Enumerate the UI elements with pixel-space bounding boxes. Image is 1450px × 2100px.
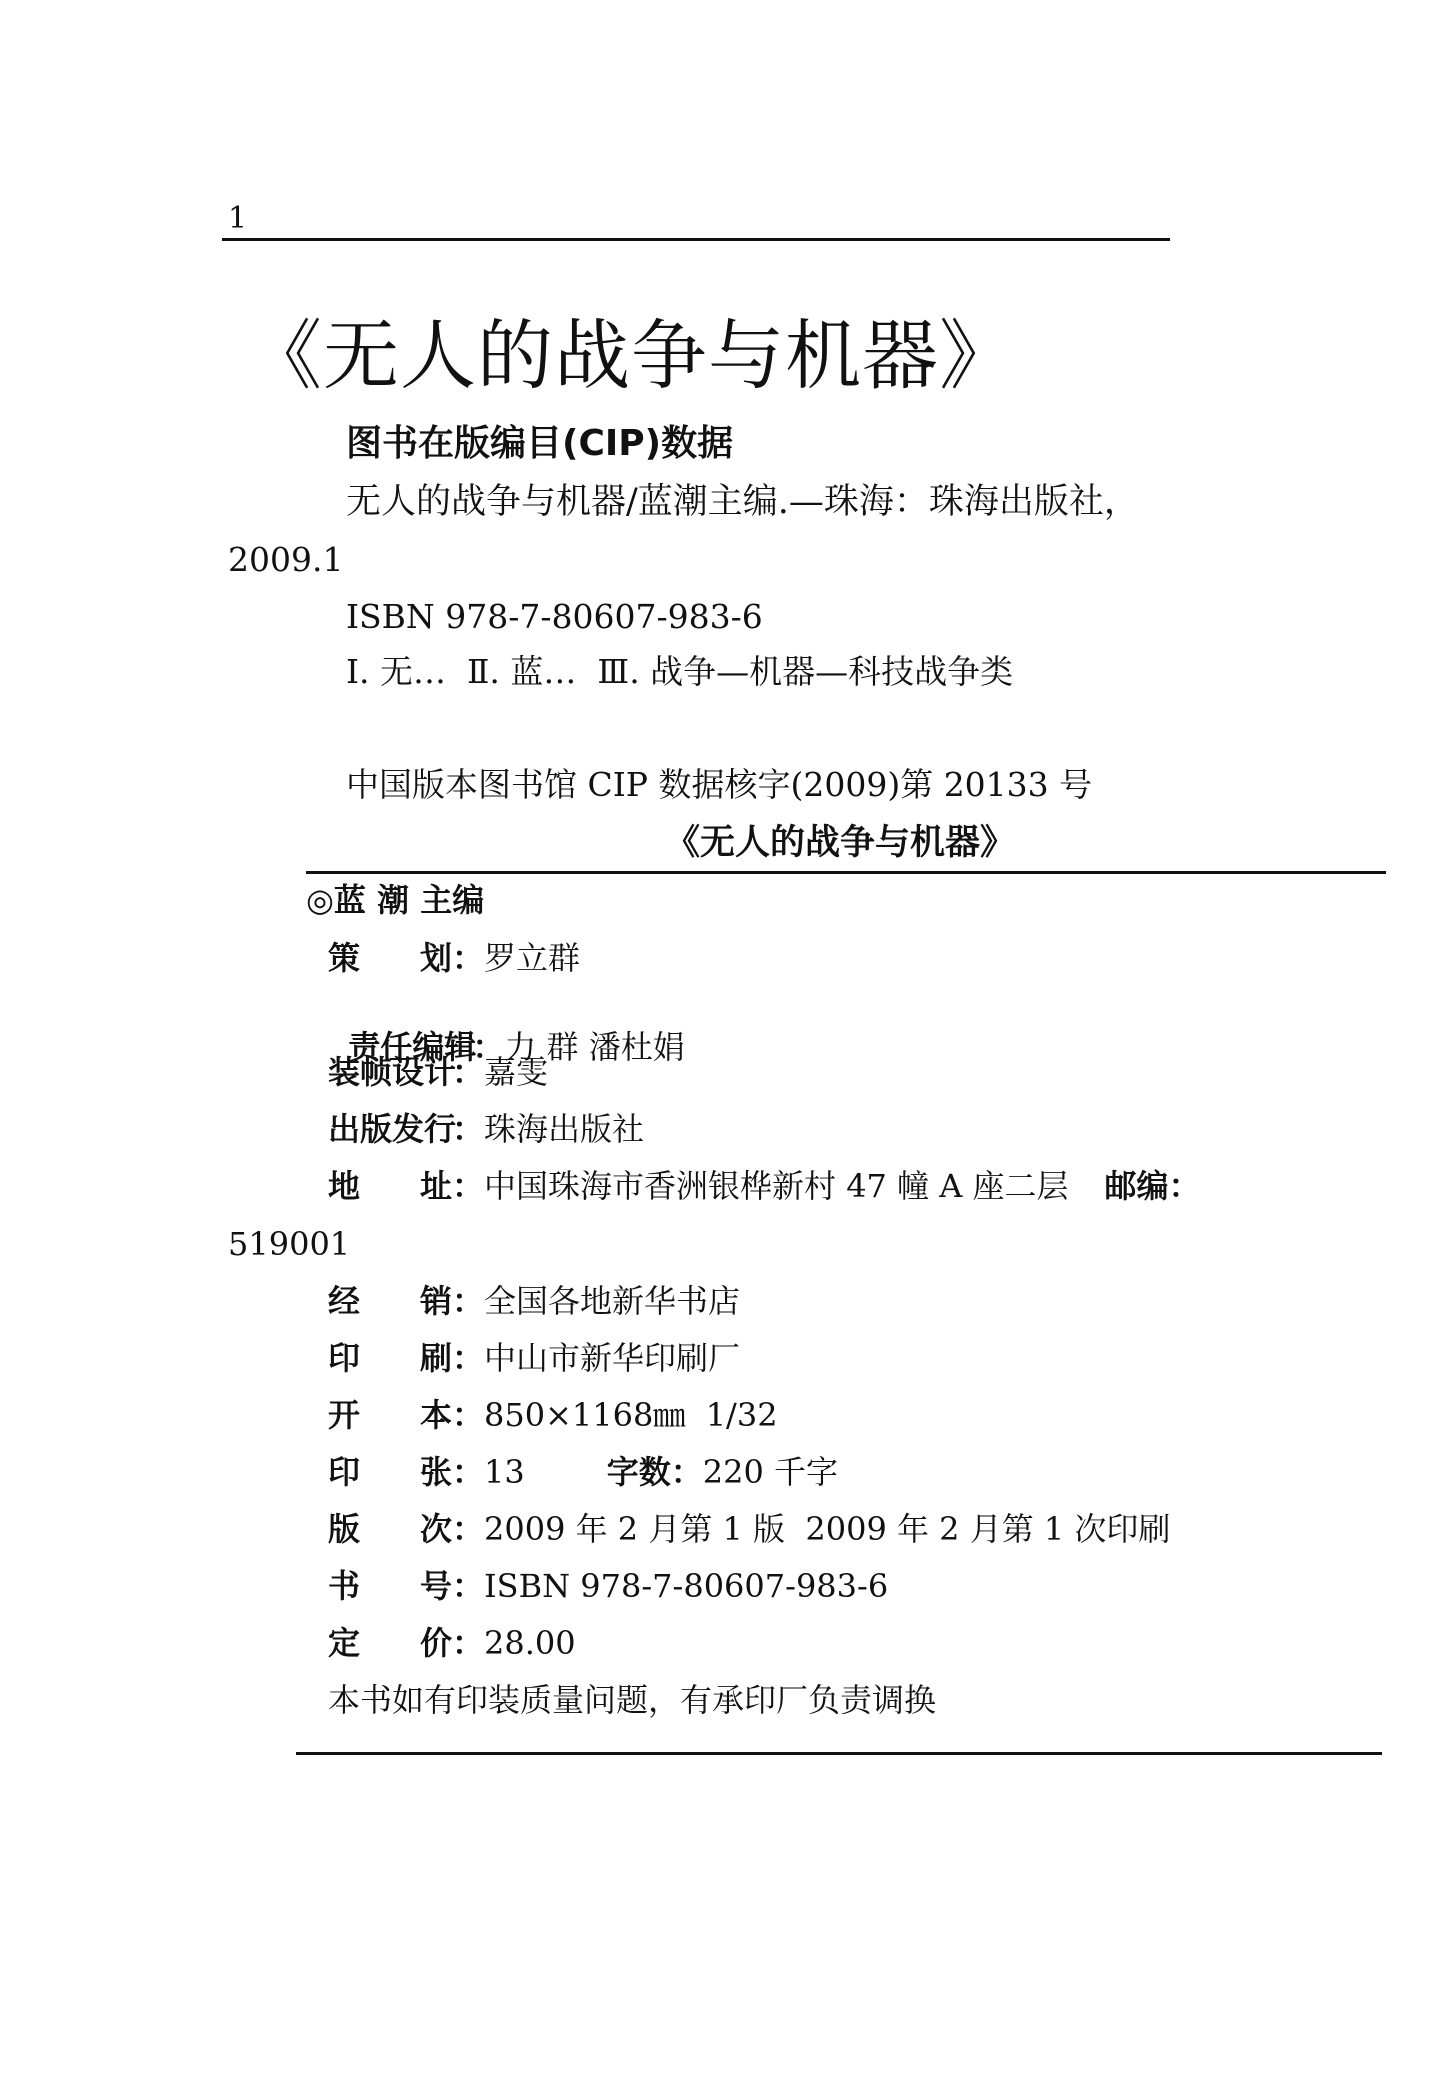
row-value: 2009 年 2 月第 1 版 2009 年 2 月第 1 次印刷 xyxy=(484,1510,1171,1548)
row-label: 经销 xyxy=(328,1282,452,1320)
row-value: ISBN 978-7-80607-983-6 xyxy=(484,1567,889,1605)
colophon-row-editors: 责任编辑：力 群 潘杜娟 xyxy=(348,1028,685,1066)
colophon-editor: ◎蓝 潮 主编 xyxy=(306,881,485,919)
row-value: 罗立群 xyxy=(484,939,581,977)
colophon-row-publisher: 出版发行：珠海出版社 xyxy=(328,1110,645,1148)
colophon-top-rule xyxy=(306,871,1386,874)
cip-classification: Ⅰ. 无… Ⅱ. 蓝… Ⅲ. 战争—机器—科技战争类 xyxy=(346,652,1014,691)
colophon-row-format: 开本：850×1168㎜ 1/32 xyxy=(328,1396,778,1434)
row-label: 版次 xyxy=(328,1510,452,1548)
cip-approval-number: 中国版本图书馆 CIP 数据核字(2009)第 20133 号 xyxy=(346,765,1093,804)
colophon-row-printing: 印刷：中山市新华印刷厂 xyxy=(328,1339,741,1377)
colophon-book-title: 《无人的战争与机器》 xyxy=(665,823,1016,863)
row-value: 珠海出版社 xyxy=(484,1110,645,1148)
word-count-label: 字数： xyxy=(606,1453,703,1491)
cip-record-line: 无人的战争与机器/蓝潮主编.—珠海：珠海出版社， xyxy=(346,482,1139,522)
colophon-row-distribution: 经销：全国各地新华书店 xyxy=(328,1282,741,1320)
cip-record-date: 2009.1 xyxy=(228,540,344,579)
page-number: 1 xyxy=(228,201,248,236)
row-label: 责任编辑 xyxy=(348,1028,477,1066)
row-value: 13 xyxy=(484,1453,525,1491)
cip-heading: 图书在版编目(CIP)数据 xyxy=(346,423,734,464)
book-title: 《无人的战争与机器》 xyxy=(246,311,1016,400)
row-value: 中国珠海市香洲银桦新村 47 幢 A 座二层 xyxy=(484,1167,1069,1205)
cip-isbn: ISBN 978-7-80607-983-6 xyxy=(346,597,763,636)
quality-notice: 本书如有印装质量问题，有承印厂负责调换 xyxy=(328,1681,937,1719)
row-value: 全国各地新华书店 xyxy=(484,1282,741,1320)
colophon-row-edition: 版次：2009 年 2 月第 1 版 2009 年 2 月第 1 次印刷 xyxy=(328,1510,1171,1548)
row-value: 力 群 潘杜娟 xyxy=(504,1028,685,1066)
row-label: 出版发行 xyxy=(328,1110,457,1148)
postcode-value: 519001 xyxy=(228,1225,351,1263)
row-label: 装帧设计 xyxy=(328,1053,457,1091)
row-value: 中山市新华印刷厂 xyxy=(484,1339,741,1377)
colophon-row-book-number: 书号：ISBN 978-7-80607-983-6 xyxy=(328,1567,889,1605)
row-label: 书号 xyxy=(328,1567,452,1605)
row-value: 850×1168㎜ 1/32 xyxy=(484,1396,778,1434)
row-label: 印张 xyxy=(328,1453,452,1491)
row-label: 定价 xyxy=(328,1624,452,1662)
colophon-row-planning: 策划：罗立群 xyxy=(328,939,581,977)
colophon-row-design: 装帧设计：嘉雯 xyxy=(328,1053,549,1091)
row-label: 开本 xyxy=(328,1396,452,1434)
row-label: 地址 xyxy=(328,1167,452,1205)
row-value: 嘉雯 xyxy=(484,1053,549,1091)
colophon-row-sheets: 印张：13 字数：220 千字 xyxy=(328,1453,839,1491)
colophon-row-address: 地址：中国珠海市香洲银桦新村 47 幢 A 座二层 邮编： xyxy=(328,1167,1201,1205)
postcode-label: 邮编： xyxy=(1104,1167,1201,1205)
colophon-row-price: 定价：28.00 xyxy=(328,1624,576,1662)
header-rule xyxy=(222,238,1170,241)
row-value: 28.00 xyxy=(484,1624,576,1662)
row-label: 策划 xyxy=(328,939,452,977)
colophon-bottom-rule xyxy=(296,1752,1382,1755)
word-count-value: 220 千字 xyxy=(702,1453,839,1491)
row-label: 印刷 xyxy=(328,1339,452,1377)
